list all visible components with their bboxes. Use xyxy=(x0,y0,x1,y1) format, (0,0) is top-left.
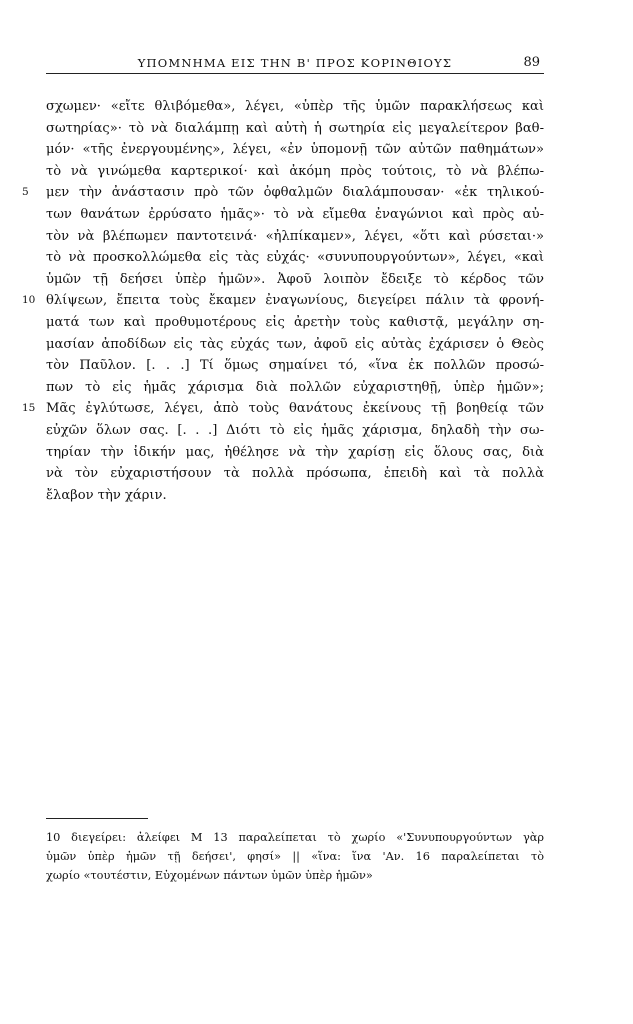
text-line xyxy=(46,96,544,118)
line-text: ἔλαβον τὴν χάριν. xyxy=(46,487,167,503)
text-line xyxy=(46,334,544,356)
line-text: Μᾶς ἐγλύτωσε, λέγει, ἀπὸ τοὺς θανάτους ἐκείνους τῇ βοηθείᾳ τῶν xyxy=(46,401,544,417)
text-line xyxy=(22,182,544,204)
line-text: μασίαν ἀποδίδων εἰς τὰς εὐχάς των, ἀφοῦ εἰς αὐτὰς ἐχάρισεν ὁ Θεὸς xyxy=(46,336,544,352)
text-line xyxy=(46,485,544,507)
text-line xyxy=(46,420,544,442)
text-line xyxy=(46,355,544,377)
text-line xyxy=(46,226,544,248)
line-text: σωτηρίας»· τὸ νὰ διαλάμπῃ καὶ αὐτὴ ἡ σωτηρία εἰς μεγαλείτερον βαθ- xyxy=(46,120,544,136)
text-line xyxy=(46,204,544,226)
line-text: μεν τὴν ἀνάστασιν πρὸ τῶν ὀφθαλμῶν διαλάμπουσαν· «ἐκ τηλικού- xyxy=(46,185,544,201)
text-line xyxy=(46,312,544,334)
text-line xyxy=(46,161,544,183)
text-line xyxy=(46,118,544,140)
line-text: τὸν Παῦλον. [. . .] Τί ὅμως σημαίνει τό, «ἵνα ἐκ πολλῶν προσώ- xyxy=(46,358,544,374)
running-head-title: ΥΠΟΜΝΗΜΑ ΕΙΣ ΤΗΝ Β' ΠΡΟΣ ΚΟΡΙΝΘΙΟΥΣ xyxy=(137,56,453,70)
text-line xyxy=(46,463,544,485)
line-text: των θανάτων ἐρρύσατο ἡμᾶς»· τὸ νὰ εἴμεθα ἐναγώνιοι καὶ πρὸς αὐ- xyxy=(46,206,544,222)
text-line xyxy=(46,139,544,161)
footnote-rule xyxy=(46,818,148,819)
line-text: εὐχῶν ὅλων σας. [. . .] Διότι τὸ εἰς ἡμᾶς χάρισμα, δηλαδὴ τὴν σω- xyxy=(46,422,544,438)
footnote-line: 10 διεγείρει: ἀλείφει M 13 παραλείπεται τὸ χωρίο «'Συνυπουργούντων γὰρ xyxy=(46,831,544,844)
line-text: τὸν νὰ βλέπωμεν παντοτεινά· «ἠλπίκαμεν», λέγει, «ὅτι καὶ ρύσεται·» xyxy=(46,228,544,244)
line-number: 15 xyxy=(22,402,36,415)
line-text: ματά των καὶ προθυμοτέρους εἰς ἀρετὴν τοὺς καθιστᾷ, μεγάλην ση- xyxy=(46,314,544,330)
line-text: πων τὸ εἰς ἡμᾶς χάρισμα διὰ πολλῶν εὐχαριστηθῇ, ὑπὲρ ἡμῶν»; xyxy=(46,379,544,395)
line-number: 5 xyxy=(22,186,29,199)
line-text: ὑμῶν τῇ δεήσει ὑπὲρ ἡμῶν». Ἀφοῦ λοιπὸν ἔδειξε τὸ κέρδος τῶν xyxy=(46,271,544,287)
footnote-line: ὑμῶν ὑπὲρ ἡμῶν τῇ δεήσει', φησί» || «ἵνα: ἵνα 'Αν. 16 παραλείπεται τὸ xyxy=(46,850,544,863)
line-text: μόν· «τῆς ἐνεργουμένης», λέγει, «ἐν ὑπομονῇ τῶν αὐτῶν παθημάτων» xyxy=(46,142,544,158)
text-line xyxy=(46,269,544,291)
page-number: 89 xyxy=(523,55,540,70)
line-number: 10 xyxy=(22,294,36,307)
line-text: νὰ τὸν εὐχαριστήσουν τὰ πολλὰ πρόσωπα, ἐπειδὴ καὶ τὰ πολλὰ xyxy=(46,466,544,482)
line-text: τηρίαν τὴν ἰδικήν μας, ἠθέλησε νὰ τὴν χαρίσῃ εἰς ὅλους σας, διὰ xyxy=(46,444,544,460)
text-line xyxy=(46,377,544,399)
text-line xyxy=(22,398,544,420)
line-text: θλίψεων, ἔπειτα τοὺς ἔκαμεν ἐναγωνίους, διεγείρει πάλιν τὰ φρονή- xyxy=(46,293,544,309)
text-line xyxy=(46,247,544,269)
main-text xyxy=(22,96,544,506)
line-text: τὸ νὰ προσκολλώμεθα εἰς τὰς εὐχάς· «συνυπουργούντων», λέγει, «καὶ xyxy=(46,250,544,266)
running-header xyxy=(46,53,544,74)
line-text: σχωμεν· «εἴτε θλιβόμεθα», λέγει, «ὑπὲρ τῆς ὑμῶν παρακλήσεως καὶ xyxy=(46,99,544,114)
critical-apparatus xyxy=(46,828,544,885)
line-text: τὸ νὰ γινώμεθα καρτερικοί· καὶ ἀκόμη πρὸς τούτοις, τὸ νὰ βλέπω- xyxy=(46,163,544,179)
footnote-line: χωρίο «τουτέστιν, Εὐχομένων πάντων ὑμῶν ὑπὲρ ἡμῶν» xyxy=(46,869,373,882)
text-line xyxy=(22,290,544,312)
text-line xyxy=(46,442,544,464)
